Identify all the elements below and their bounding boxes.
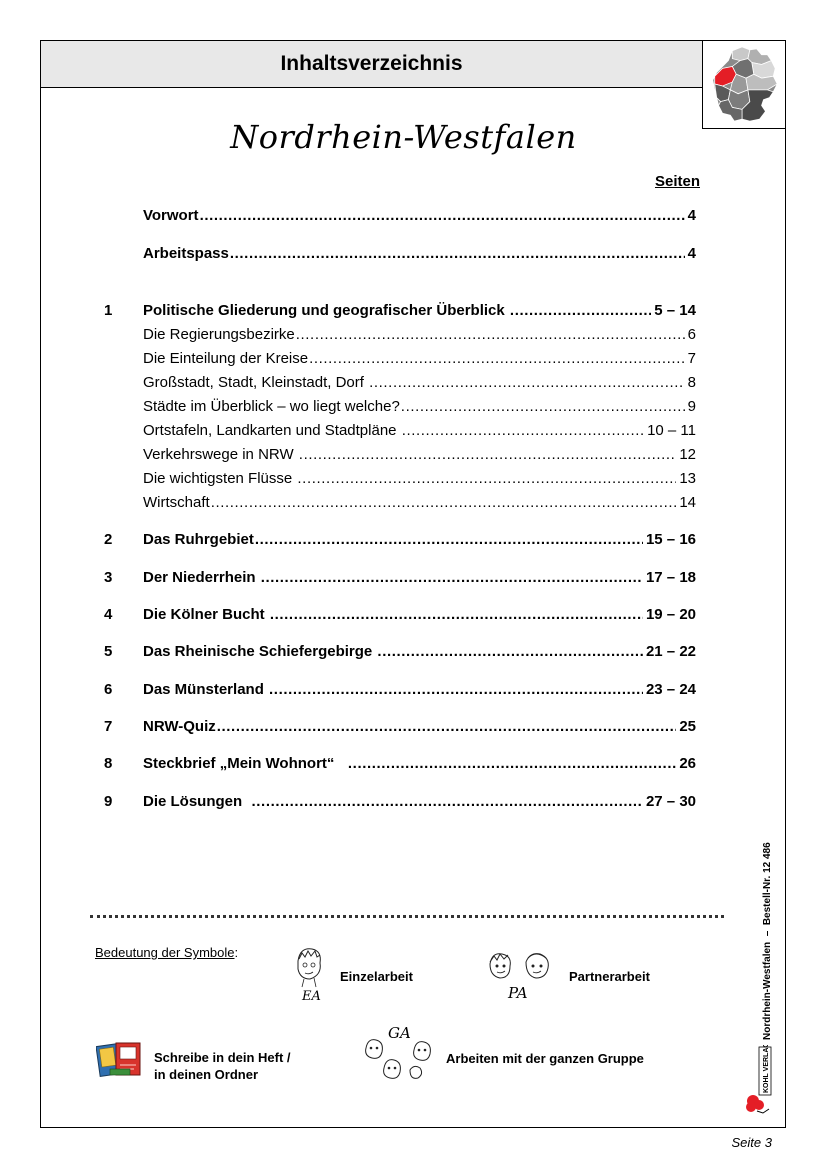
toc-page-number: 21 – 22 [645,643,696,660]
toc-leader-dots [296,326,685,343]
toc-leader-dots [252,793,643,810]
toc-title: Wirtschaft [143,494,210,511]
toc-title: Die Kölner Bucht [143,606,269,623]
toc-entry [104,606,696,628]
toc-page-number: 5 – 14 [654,302,696,319]
toc-entry [104,643,696,665]
document-title: Nordrhein-Westfalen [230,118,577,156]
svg-text:KOHL VERLAG: KOHL VERLAG [763,1045,770,1093]
toc-entry [104,569,696,591]
toc-page-number: 7 [687,350,696,367]
toc-entry [104,350,696,372]
einzelarbeit-label: Einzelarbeit [340,969,413,984]
toc-leader-dots [369,374,685,391]
toc-page-number: 14 [679,494,696,511]
toc-page-number: 23 – 24 [645,681,696,698]
pages-column-header: Seiten [654,173,700,190]
symbols-legend-heading: Bedeutung der Symbole: [95,945,239,960]
toc-number: 3 [104,569,113,586]
toc-number: 7 [104,718,113,735]
toc-page-number: 4 [687,207,696,224]
toc-entry [104,793,696,815]
toc-title: Die Einteilung der Kreise [143,350,309,367]
toc-title: Die Regierungsbezirke [143,326,295,343]
toc-page-number: 12 [679,446,696,463]
toc-entry [104,422,696,444]
toc-leader-dots [261,569,643,586]
toc-title: Vorwort [143,207,199,224]
toc-title: Das Münsterland [143,681,269,698]
toc-title: Der Niederrhein [143,569,260,586]
toc-page-number: 10 – 11 [647,422,696,439]
toc-entry [104,374,696,396]
toc-page-number: 6 [687,326,696,343]
toc-title: Ortstafeln, Landkarten und Stadtpläne [143,422,401,439]
partnerarbeit-tag: PA [508,984,528,1002]
toc-title: Das Ruhrgebiet [143,531,254,548]
toc-leader-dots [217,718,677,735]
toc-title: Das Rheinische Schiefergebirge [143,643,377,660]
toc-page-number: 9 [687,398,696,415]
toc-leader-dots [200,207,685,224]
toc-leader-dots [270,606,643,623]
toc-leader-dots [309,350,685,367]
toc-leader-dots [230,245,685,262]
toc-entry [104,207,696,229]
toc-leader-dots [255,531,643,548]
kohl-verlag-logo [743,1045,773,1115]
toc-title: Großstadt, Stadt, Kleinstadt, Dorf [143,374,369,391]
toc-entry [104,470,696,492]
toc-title: Steckbrief „Mein Wohnort“ [143,755,347,772]
toc-title: Die wichtigsten Flüsse [143,470,297,487]
toc-leader-dots [401,398,685,415]
toc-entry [104,245,696,267]
dotted-separator [90,915,724,918]
toc-leader-dots [297,470,676,487]
heft-label [154,1049,291,1083]
toc-entry [104,531,696,553]
heft-label-line2: in deinen Ordner [154,1067,259,1082]
partnerarbeit-icon [486,950,554,1006]
toc-leader-dots [510,302,651,319]
toc-title: Verkehrswege in NRW [143,446,298,463]
gruppenarbeit-tag: GA [388,1024,411,1042]
toc-leader-dots [402,422,644,439]
toc-title: Die Lösungen [143,793,251,810]
toc-page-number: 27 – 30 [645,793,696,810]
toc-entry [104,718,696,740]
toc-entry [104,398,696,420]
toc-page-number: 8 [687,374,696,391]
partnerarbeit-label: Partnerarbeit [569,969,650,984]
einzelarbeit-tag: EA [302,989,321,1004]
toc-number: 5 [104,643,113,660]
side-order-number: Nordrhein-Westfalen – Bestell-Nr. 12 486 [762,842,773,1040]
toc-entry [104,681,696,703]
toc-leader-dots [269,681,643,698]
germany-map-icon [702,40,786,129]
notebook-icon [96,1039,144,1079]
toc-number: 8 [104,755,113,772]
einzelarbeit-icon [292,945,326,1009]
toc-page-number: 15 – 16 [645,531,696,548]
toc-title: NRW-Quiz [143,718,216,735]
toc-entry [104,494,696,516]
toc-title: Städte im Überblick – wo liegt welche? [143,398,400,415]
toc-number: 4 [104,606,113,623]
toc-number: 6 [104,681,113,698]
page-number: Seite 3 [731,1135,772,1150]
toc-page-number: 19 – 20 [645,606,696,623]
toc-page-number: 26 [679,755,696,772]
toc-number: 1 [104,302,113,319]
header-title: Inhaltsverzeichnis [280,52,463,75]
toc-entry [104,755,696,777]
toc-page-number: 17 – 18 [645,569,696,586]
toc-page-number: 13 [679,470,696,487]
toc-leader-dots [348,755,676,772]
toc-entry [104,446,696,468]
toc-number: 2 [104,531,113,548]
toc-leader-dots [299,446,677,463]
toc-number: 9 [104,793,113,810]
toc-page-number: 25 [679,718,696,735]
toc-entry [104,302,696,324]
heft-label-line1: Schreibe in dein Heft / [154,1050,291,1065]
toc-leader-dots [377,643,643,660]
header-bar [40,40,703,88]
toc-title: Politische Gliederung und geografischer Überblick [143,302,509,319]
toc-entry [104,326,696,348]
toc-page-number: 4 [687,245,696,262]
gruppenarbeit-label: Arbeiten mit der ganzen Gruppe [446,1051,644,1066]
toc-leader-dots [211,494,677,511]
gruppenarbeit-icon [362,1024,436,1086]
toc-title: Arbeitspass [143,245,229,262]
